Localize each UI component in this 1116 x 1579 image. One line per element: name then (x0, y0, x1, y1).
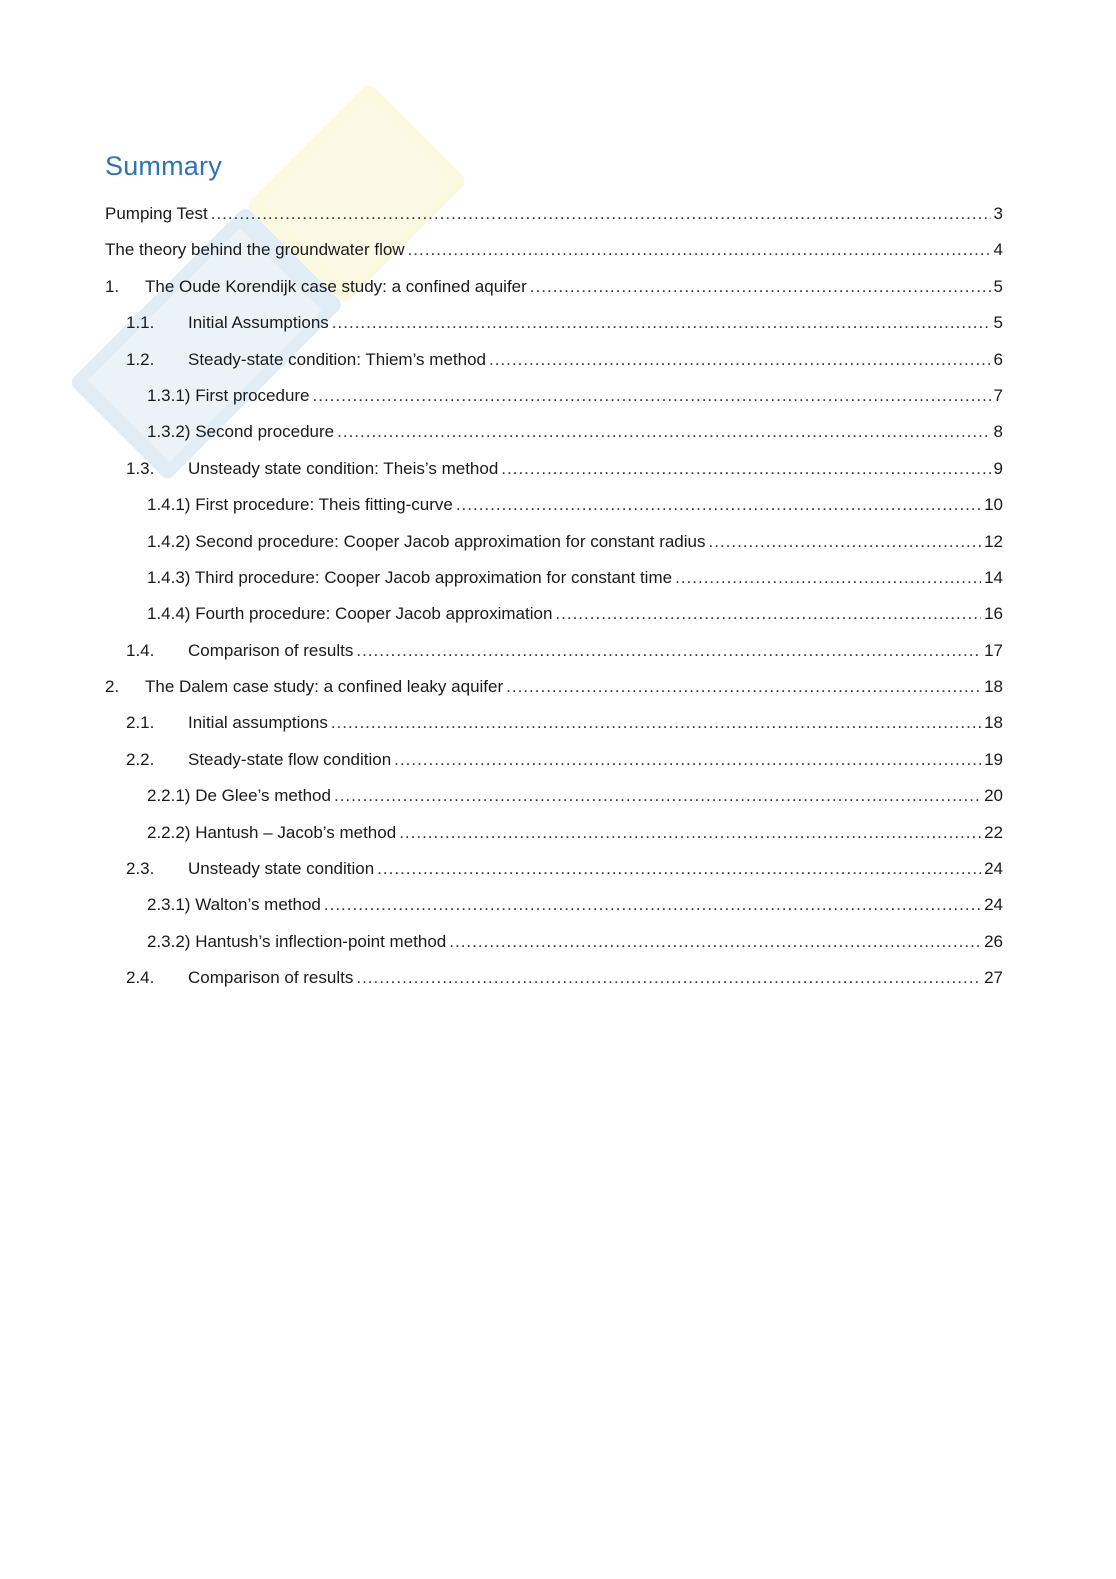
toc-dot-leader (324, 895, 981, 915)
toc-entry[interactable] (105, 350, 1003, 386)
toc-entry-title: Pumping Test (105, 204, 208, 223)
table-of-contents (105, 204, 1003, 1005)
toc-page-number: 20 (984, 786, 1003, 806)
toc-dot-leader (356, 641, 981, 661)
toc-entry-number: 2.3. (126, 859, 155, 879)
toc-dot-leader (506, 677, 981, 697)
toc-entry-title: 2.3.1) Walton’s method (147, 895, 321, 915)
toc-entry-title: Unsteady state condition: Theis’s method (188, 458, 499, 478)
toc-entry[interactable] (105, 495, 1003, 531)
toc-entry-title: Comparison of results (188, 640, 354, 660)
toc-page-number: 6 (993, 349, 1003, 369)
toc-entry-title: 1.3.2) Second procedure (147, 422, 335, 442)
toc-page-number: 26 (984, 931, 1003, 951)
toc-entry[interactable] (105, 713, 1003, 749)
toc-page-number: 27 (984, 968, 1003, 988)
toc-page-number: 3 (993, 204, 1003, 223)
toc-page-number: 24 (984, 859, 1003, 879)
toc-page-number: 14 (984, 567, 1003, 587)
toc-entry[interactable] (105, 204, 1003, 240)
toc-entry-title: Steady-state condition: Thiem’s method (188, 349, 486, 369)
toc-page-number: 5 (993, 276, 1003, 296)
toc-entry-number: 2.1. (126, 713, 155, 733)
toc-entry[interactable] (105, 240, 1003, 276)
toc-entry-title: 1.4.1) First procedure: Theis fitting-curve (147, 495, 453, 515)
toc-entry[interactable] (105, 422, 1003, 458)
toc-dot-leader (456, 495, 981, 515)
toc-dot-leader (501, 459, 990, 479)
toc-entry[interactable] (105, 859, 1003, 895)
toc-entry-title: 1.4.3) Third procedure: Cooper Jacob approximation for constant time (147, 567, 673, 587)
toc-page-number: 19 (984, 749, 1003, 769)
toc-dot-leader (211, 204, 991, 224)
toc-entry-number: 1.3. (126, 458, 155, 478)
toc-entry-title: 2.2.2) Hantush – Jacob’s method (147, 822, 397, 842)
toc-page-number: 4 (993, 240, 1003, 260)
toc-page-number: 17 (984, 640, 1003, 660)
toc-entry-title: 1.4.2) Second procedure: Cooper Jacob approximation for constant radius (147, 531, 706, 551)
toc-entry-number: 2.4. (126, 968, 155, 988)
toc-page-number: 10 (984, 495, 1003, 515)
toc-entry-title: 1.4.4) Fourth procedure: Cooper Jacob approximation (147, 604, 553, 624)
toc-entry-title: 1.3.1) First procedure (147, 385, 310, 405)
toc-dot-leader (377, 859, 981, 879)
toc-page-number: 24 (984, 895, 1003, 915)
toc-entry[interactable] (105, 604, 1003, 640)
toc-dot-leader (530, 277, 991, 297)
toc-page-number: 7 (993, 385, 1003, 405)
toc-entry[interactable] (105, 313, 1003, 349)
toc-entry-title: The theory behind the groundwater flow (105, 240, 405, 260)
toc-entry-title: 2.3.2) Hantush’s inflection-point method (147, 931, 447, 951)
toc-dot-leader (394, 750, 981, 770)
toc-dot-leader (489, 350, 991, 370)
toc-entry[interactable] (105, 568, 1003, 604)
toc-page-number: 8 (993, 422, 1003, 442)
toc-entry-title: The Dalem case study: a confined leaky aquifer (145, 677, 504, 697)
toc-entry[interactable] (105, 277, 1003, 313)
toc-entry[interactable] (105, 823, 1003, 859)
toc-entry-title: Unsteady state condition (188, 859, 375, 879)
toc-dot-leader (399, 823, 981, 843)
toc-entry[interactable] (105, 459, 1003, 495)
toc-entry[interactable] (105, 386, 1003, 422)
toc-dot-leader (331, 713, 981, 733)
toc-dot-leader (356, 968, 981, 988)
toc-entry-number: 2.2. (126, 749, 155, 769)
toc-entry-title: Comparison of results (188, 968, 354, 988)
toc-dot-leader (675, 568, 981, 588)
toc-dot-leader (555, 604, 981, 624)
toc-entry[interactable] (105, 895, 1003, 931)
toc-entry[interactable] (105, 750, 1003, 786)
toc-entry-title: Initial Assumptions (188, 313, 329, 333)
toc-entry[interactable] (105, 641, 1003, 677)
toc-page-number: 5 (993, 313, 1003, 333)
toc-entry-number: 1.2. (126, 349, 155, 369)
toc-entry-number: 1.1. (126, 313, 155, 333)
toc-page-number: 22 (984, 822, 1003, 842)
toc-entry[interactable] (105, 786, 1003, 822)
toc-dot-leader (408, 240, 991, 260)
toc-entry[interactable] (105, 968, 1003, 1004)
toc-dot-leader (313, 386, 991, 406)
toc-entry-number: 1.4. (126, 640, 155, 660)
toc-dot-leader (337, 422, 990, 442)
toc-page-number: 12 (984, 531, 1003, 551)
toc-entry-title: 2.2.1) De Glee’s method (147, 786, 331, 806)
toc-page-number: 9 (993, 458, 1003, 478)
toc-entry-number: 2. (105, 677, 120, 697)
toc-page-number: 18 (984, 713, 1003, 733)
toc-dot-leader (334, 786, 981, 806)
toc-entry-title: The Oude Korendijk case study: a confined aquifer (145, 276, 527, 296)
toc-entry[interactable] (105, 532, 1003, 568)
toc-dot-leader (709, 532, 982, 552)
toc-dot-leader (332, 313, 991, 333)
toc-entry-number: 1. (105, 276, 120, 296)
toc-entry-title: Steady-state flow condition (188, 749, 392, 769)
toc-entry[interactable] (105, 677, 1003, 713)
toc-entry-title: Initial assumptions (188, 713, 328, 733)
toc-dot-leader (449, 932, 981, 952)
toc-entry[interactable] (105, 932, 1003, 968)
page-title: Summary (105, 151, 222, 182)
toc-page-number: 16 (984, 604, 1003, 624)
toc-page-number: 18 (984, 677, 1003, 697)
